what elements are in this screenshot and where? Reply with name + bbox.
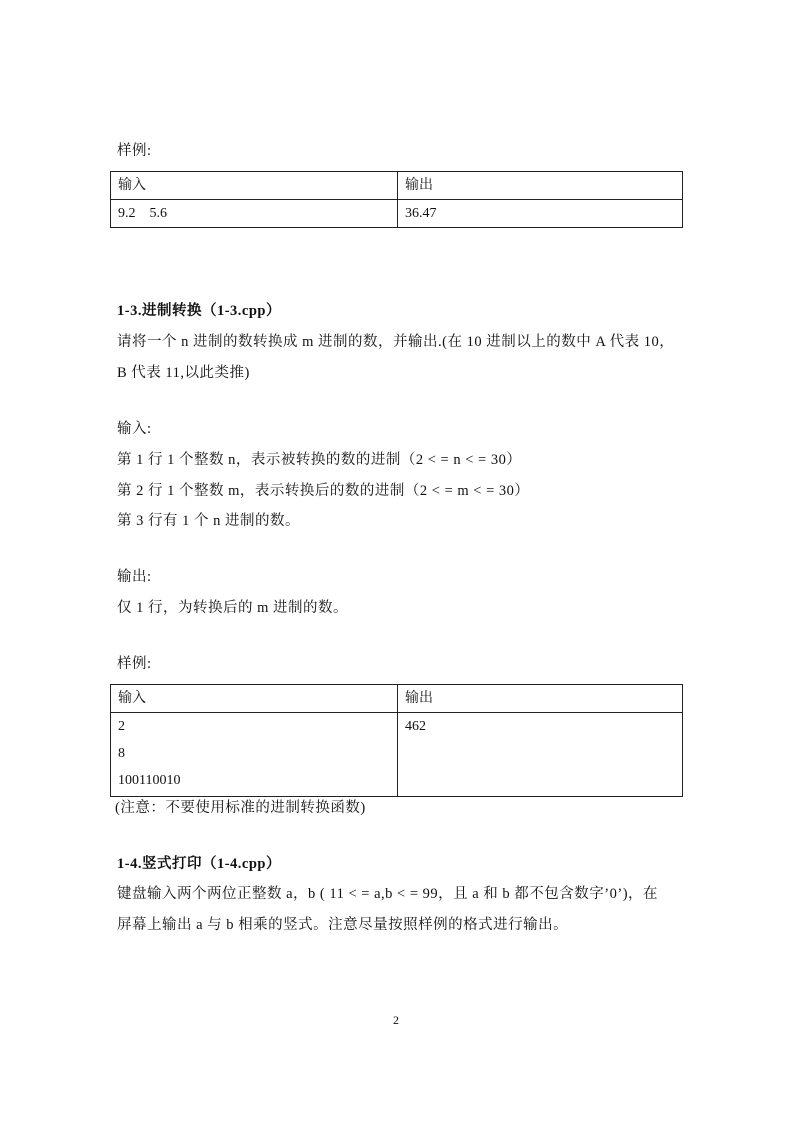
input-value: 8 bbox=[118, 746, 125, 761]
note: (注意：不要使用标准的进制转换函数) bbox=[115, 800, 366, 816]
input-spec-line: 第 1 行 1 个整数 n，表示被转换的数的进制（2 < = n < = 30） bbox=[117, 452, 522, 468]
sample-label-1: 样例: bbox=[117, 143, 152, 159]
output-header: 输出 bbox=[405, 178, 433, 193]
input-label: 输入: bbox=[117, 421, 152, 437]
table-header-row bbox=[111, 172, 683, 200]
table-row bbox=[111, 713, 683, 797]
output-value: 462 bbox=[405, 719, 426, 734]
input-spec-line: 第 3 行有 1 个 n 进制的数。 bbox=[117, 513, 300, 529]
table-header-row bbox=[111, 685, 683, 713]
sample-table-2 bbox=[110, 684, 683, 797]
input-value: 100110010 bbox=[118, 773, 181, 788]
table-row bbox=[111, 200, 683, 228]
output-label: 输出: bbox=[117, 569, 152, 585]
section-1-4-desc-line-2: 屏幕上输出 a 与 b 相乘的竖式。注意尽量按照样例的格式进行输出。 bbox=[117, 917, 569, 933]
output-spec-line: 仅 1 行，为转换后的 m 进制的数。 bbox=[117, 600, 349, 616]
sample-label-2: 样例: bbox=[117, 656, 152, 672]
output-value: 36.47 bbox=[405, 206, 437, 221]
section-1-3-desc-line-2: B 代表 11,以此类推) bbox=[117, 365, 250, 381]
section-1-4-desc-line-1: 键盘输入两个两位正整数 a，b ( 11 < = a,b < = 99，且 a 和 b 都不包含数字’0’)，在 bbox=[117, 886, 659, 902]
section-1-4-title: 1-4.竖式打印（1-4.cpp） bbox=[117, 856, 281, 872]
section-1-3-desc-line-1: 请将一个 n 进制的数转换成 m 进制的数，并输出.(在 10 进制以上的数中 A 代表 10， bbox=[117, 334, 675, 350]
input-value: 2 bbox=[118, 719, 125, 734]
page-number: 2 bbox=[393, 1013, 399, 1027]
input-header: 输入 bbox=[118, 178, 146, 193]
input-header: 输入 bbox=[118, 691, 146, 706]
section-1-3-title: 1-3.进制转换（1-3.cpp） bbox=[117, 303, 281, 319]
input-value: 9.2 5.6 bbox=[118, 206, 167, 221]
output-header: 输出 bbox=[405, 691, 433, 706]
input-spec-line: 第 2 行 1 个整数 m，表示转换后的数的进制（2 < = m < = 30） bbox=[117, 483, 530, 499]
sample-table-1 bbox=[110, 171, 683, 228]
